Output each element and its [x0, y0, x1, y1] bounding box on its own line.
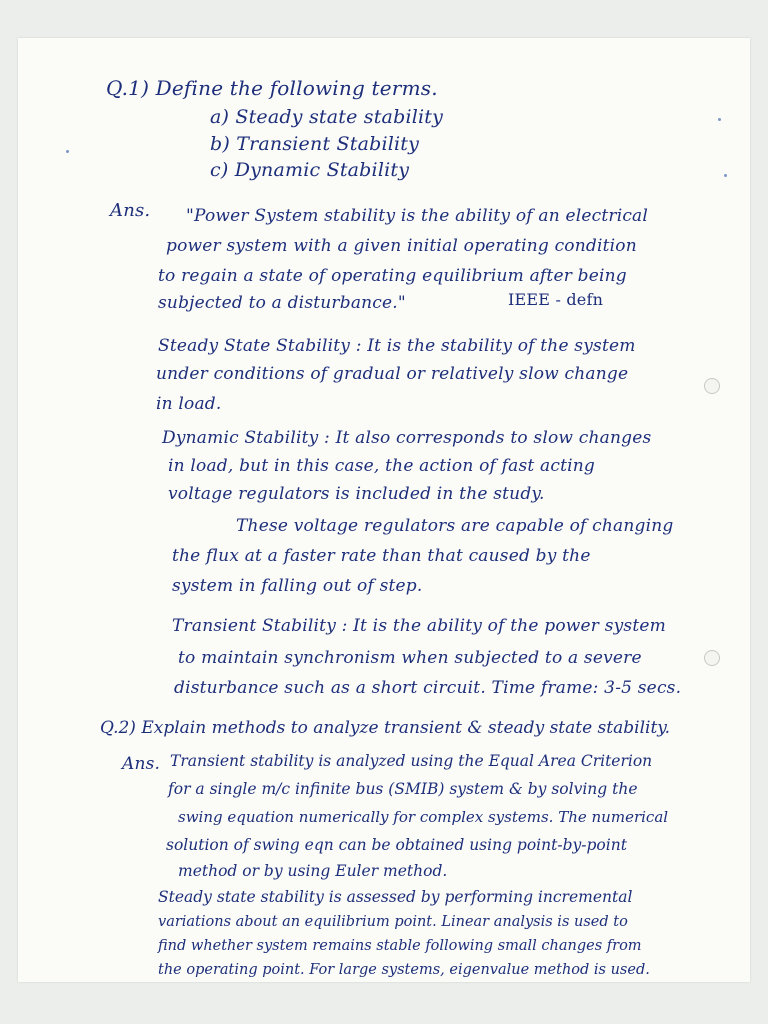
definition-line-1: "Power System stability is the ability of an electrical	[186, 206, 649, 226]
q1-heading: Q.1) Define the following terms.	[106, 76, 438, 100]
q2-line-3: swing equation numerically for complex systems. The numerical	[178, 808, 669, 826]
ink-speck	[718, 118, 721, 121]
q2-line-8: find whether system remains stable following small changes from	[158, 938, 642, 954]
ieee-reference: IEEE - defn	[508, 290, 604, 309]
punch-hole-upper	[704, 378, 720, 394]
q2-ans-label: Ans.	[122, 754, 161, 774]
transient-line-3: disturbance such as a short circuit. Time frame: 3-5 secs.	[174, 678, 682, 698]
q2-line-9: the operating point. For large systems, eigenvalue method is used.	[158, 962, 650, 978]
dynamic-line-1: Dynamic Stability : It also corresponds to slow changes	[162, 428, 652, 448]
dynamic-line-2: in load, but in this case, the action of fast acting	[168, 456, 595, 476]
regulators-line-3: system in falling out of step.	[172, 576, 423, 596]
steady-state-line-3: in load.	[156, 394, 222, 414]
q1-item-c: c) Dynamic Stability	[210, 159, 410, 181]
q1-item-b: b) Transient Stability	[210, 133, 420, 155]
regulators-line-1: These voltage regulators are capable of changing	[236, 516, 674, 536]
q2-line-4: solution of swing eqn can be obtained using point-by-point	[166, 836, 627, 854]
q2-line-1: Transient stability is analyzed using the Equal Area Criterion	[170, 752, 653, 770]
notebook-page	[18, 38, 750, 982]
q2-line-6: Steady state stability is assessed by performing incremental	[158, 888, 633, 906]
definition-line-4: subjected to a disturbance."	[158, 293, 406, 313]
transient-line-1: Transient Stability : It is the ability of the power system	[172, 616, 666, 636]
q2-heading: Q.2) Explain methods to analyze transient & steady state stability.	[100, 718, 671, 738]
q2-line-7: variations about an equilibrium point. Linear analysis is used to	[158, 914, 628, 930]
punch-hole-lower	[704, 650, 720, 666]
q2-line-2: for a single m/c infinite bus (SMIB) system & by solving the	[168, 780, 638, 798]
q1-item-a: a) Steady state stability	[210, 106, 444, 128]
q2-line-5: method or by using Euler method.	[178, 862, 448, 880]
steady-state-line-2: under conditions of gradual or relatively slow change	[156, 364, 629, 384]
q1-ans-label: Ans.	[110, 200, 151, 221]
ink-speck	[724, 174, 727, 177]
dynamic-line-3: voltage regulators is included in the study.	[168, 484, 545, 504]
definition-line-2: power system with a given initial operating condition	[166, 236, 637, 256]
definition-line-3: to regain a state of operating equilibrium after being	[158, 266, 627, 286]
regulators-line-2: the flux at a faster rate than that caused by the	[172, 546, 591, 566]
transient-line-2: to maintain synchronism when subjected to a severe	[178, 648, 642, 668]
ink-speck	[66, 150, 69, 153]
steady-state-line-1: Steady State Stability : It is the stability of the system	[158, 336, 636, 356]
